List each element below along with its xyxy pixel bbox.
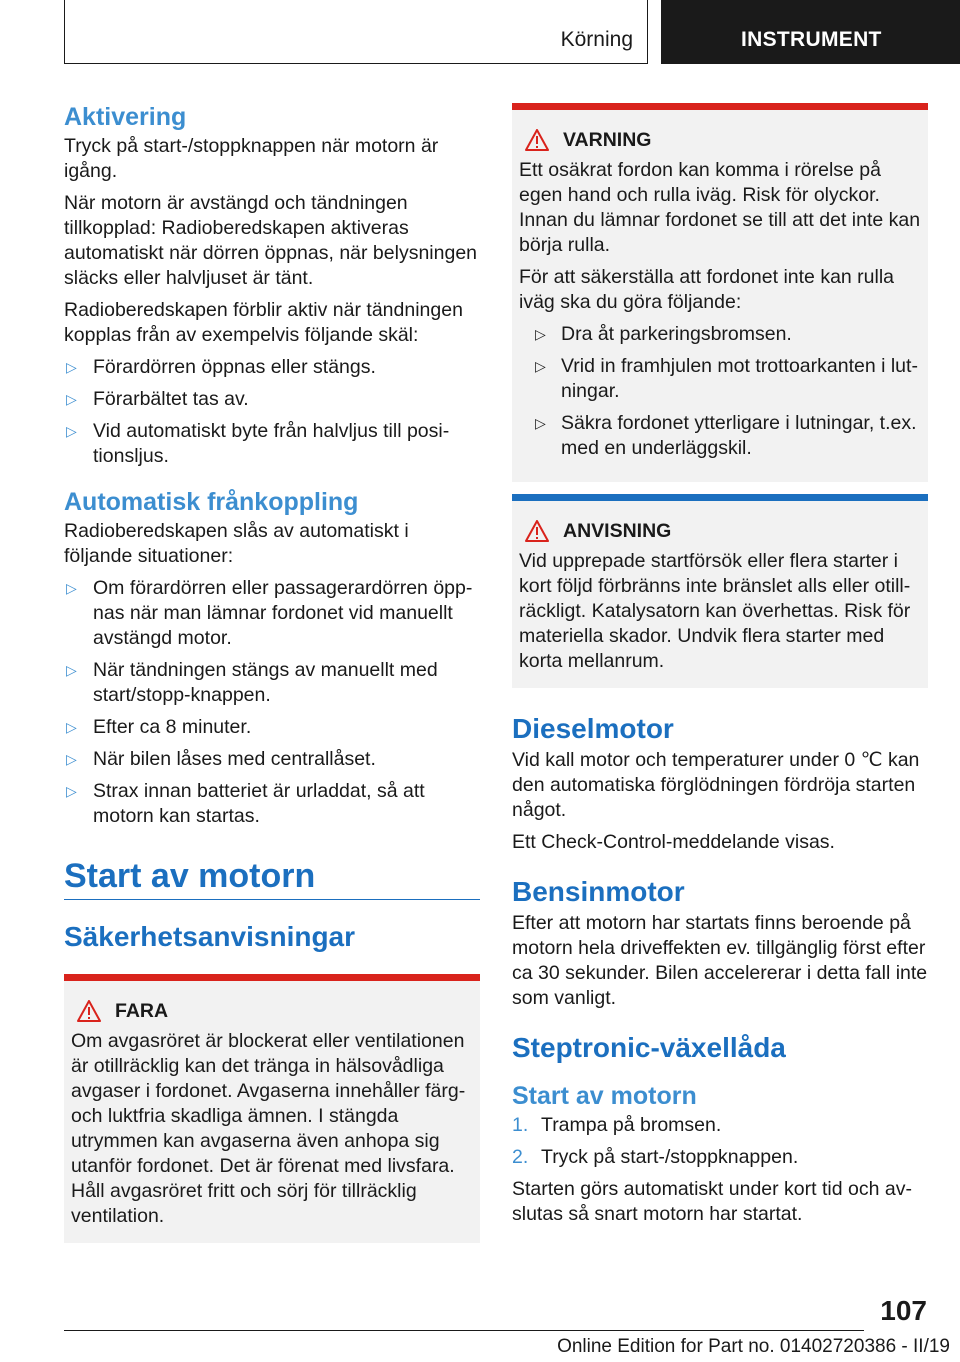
paragraph: När motorn är avstängd och tändningen tillkopplad: Radioberedskapen aktiveras automatiskt när dörren öppnas, när belysningen släcks eller halvljuset är tänt. [64,192,478,289]
section-divider [64,899,480,900]
danger-title: FARA [115,1000,169,1022]
warning-triangle-icon [525,129,549,151]
triangle-bullet-icon: ▷ [66,580,77,596]
danger-box [64,974,480,1243]
triangle-bullet-icon: ▷ [66,359,77,375]
warning-box [512,103,928,482]
list-item: ▷ Säkra fordonet ytterligare i lutningar, t.ex. med en underläggskil. [535,412,917,459]
notice-title: ANVISNING [563,520,672,542]
left-column [64,100,480,1243]
bullet-list [519,322,921,461]
warning-triangle-icon [525,520,549,542]
list-item: ▷ När tändningen stängs av manuellt med start/stopp-knappen. [66,659,438,706]
paragraph: Radioberedskapen förblir aktiv när tändningen kopplas från av exempelvis följande skäl: [64,299,463,346]
paragraph: Ett Check-Control-meddelande visas. [512,831,835,853]
header-section-label: Körning [560,28,633,51]
bullet-list [64,576,480,829]
triangle-bullet-icon: ▷ [66,391,77,407]
notice-box [512,494,928,688]
header-chapter-tab [661,0,960,64]
warning-title-row [519,126,921,154]
notice-text: Vid upprepade startförsök eller flera starter i kort följd förbränns inte bränslet alls eller otillräckligt. Katalysatorn kan överhettas. Risk för materiella skador. Undvik flera starter med korta mellanrum. [519,550,911,672]
list-item: ▷ Vid automatiskt byte från halvljus till positionsljus. [66,420,450,467]
triangle-bullet-icon: ▷ [66,783,77,799]
list-item: ▷ Förardörren öppnas eller stängs. [66,356,376,378]
warning-title: VARNING [563,129,652,151]
footer-edition: Online Edition for Part no. 01402720386 - II/19 [557,1336,950,1357]
warning-triangle-icon [77,1000,101,1022]
danger-text: Om avgasröret är blockerat eller ventilationen är otillräcklig kan det tränga in hälsovådliga avgaser i fordonet. Avgaserna innehåller färg- och luktfria skadliga ämnen. I stängda utrymmen kan avgaserna även anhopa sig utanför fordonet. Det är förenat med livsfara. Håll avgasröret fritt och sörj för tillräcklig ventilation. [71,1030,466,1227]
triangle-bullet-icon: ▷ [66,719,77,735]
footer-divider [64,1330,864,1331]
triangle-bullet-icon: ▷ [535,326,546,342]
heading-start-av-motorn-2: Start av motorn [512,1082,697,1110]
danger-title-row [71,997,473,1025]
triangle-bullet-icon: ▷ [66,662,77,678]
header-chapter-label: INSTRUMENT [741,28,882,51]
list-item: ▷ Om förardörren eller passagerardörren öppnas när man lämnar fordonet vid manuellt avstängd motor. [66,577,473,649]
heading-aktivering: Aktivering [64,103,187,131]
list-item: ▷ Dra åt parkeringsbromsen. [535,323,792,345]
bullet-list [64,355,480,469]
notice-title-row [519,517,921,545]
triangle-bullet-icon: ▷ [535,358,546,374]
warning-text: För att säkerställa att fordonet inte kan rulla iväg ska du göra följande: [519,266,895,313]
paragraph: Radioberedskapen slås av automatiskt i följande situationer: [64,520,409,567]
list-item: ▷ När bilen låses med centrallåset. [66,748,376,770]
heading-dieselmotor: Dieselmotor [512,713,674,744]
right-column [512,100,928,1234]
list-item: 1. Trampa på bromsen. [512,1114,722,1136]
page-number: 107 [880,1295,927,1326]
heading-sakerhetsanvisningar: Säkerhetsanvisningar [64,921,356,952]
paragraph: Efter att motorn har startats finns beroende på motorn hela driveffekten ev. tillgänglig först efter ca 30 sekunder. Bilen accelererar i detta fall inte som vanligt. [512,912,928,1009]
header-section-tab [64,0,648,64]
heading-bensinmotor: Bensinmotor [512,876,685,907]
numbered-list [512,1113,928,1170]
triangle-bullet-icon: ▷ [535,415,546,431]
list-item: ▷ Efter ca 8 minuter. [66,716,252,738]
paragraph: Vid kall motor och temperaturer under 0 ℃ kan den automatiska förglödningen fördröja starten något. [512,749,920,821]
list-item: ▷ Förarbältet tas av. [66,388,249,410]
heading-steptronic: Steptronic-växellåda [512,1032,786,1063]
paragraph: Starten görs automatiskt under kort tid och avslutas så snart motorn har startat. [512,1178,912,1225]
heading-automatisk-frankoppling: Automatisk frånkoppling [64,488,359,516]
list-item: ▷ Vrid in framhjulen mot trottoarkanten i lutningar. [535,355,918,402]
warning-text: Ett osäkrat fordon kan komma i rörelse på egen hand och rulla iväg. Risk för olyckor. Innan du lämnar fordonet se till att det inte kan börja rulla. [519,159,921,256]
triangle-bullet-icon: ▷ [66,423,77,439]
list-item: 2. Tryck på start-/stoppknappen. [512,1146,799,1168]
triangle-bullet-icon: ▷ [66,751,77,767]
list-item: ▷ Strax innan batteriet är urladdat, så att motorn kan startas. [66,780,425,827]
paragraph: Tryck på start-/stoppknappen när motorn är igång. [64,135,439,182]
heading-start-av-motorn: Start av motorn [64,857,316,895]
